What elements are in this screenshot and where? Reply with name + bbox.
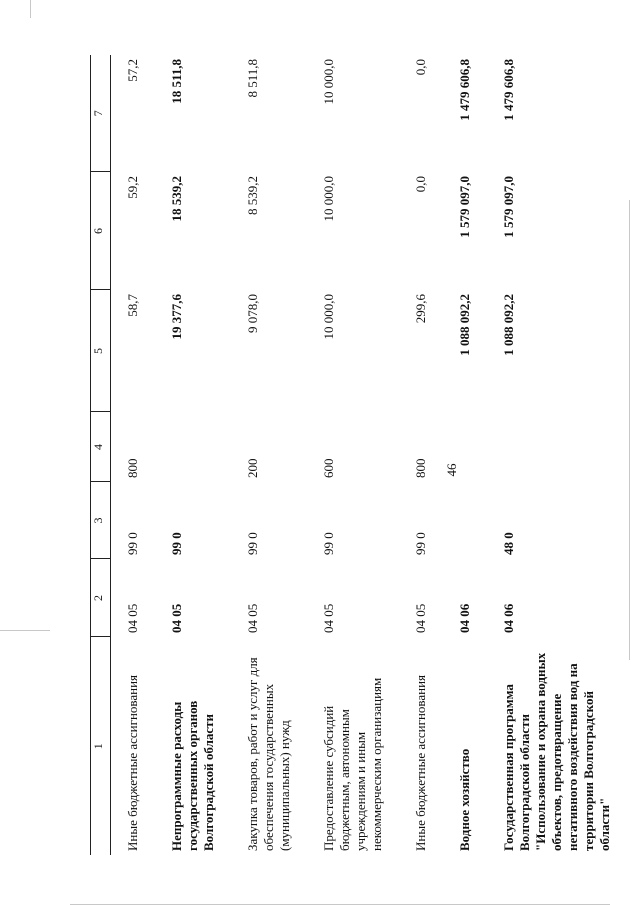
amount-col5-cell: 1 088 092,2: [501, 294, 516, 356]
column-number: 2: [90, 559, 111, 637]
expense-type-cell: 800: [413, 458, 428, 478]
column-number: 7: [90, 55, 111, 172]
amount-col7-cell: 10 000,0: [321, 59, 336, 105]
section-code-cell: 04 05: [413, 603, 428, 633]
amount-col7-cell: 1 479 606,8: [457, 59, 472, 121]
table-row: [307, 55, 399, 855]
scan-edge-line-right: [629, 200, 630, 660]
row-name-cell: Закупка товаров, работ и услуг для обеспечения государственных (муниципальных) нужд: [245, 657, 292, 851]
program-code-cell: [443, 482, 487, 559]
program-code-cell: 99 0: [413, 532, 428, 555]
table-row: [487, 55, 627, 855]
amount-col5-cell: 1 088 092,2: [457, 294, 472, 356]
table-body: [111, 55, 628, 855]
column-number: 6: [90, 172, 111, 290]
amount-col7-cell: 18 511,8: [169, 59, 184, 104]
amount-col6-cell: 10 000,0: [321, 176, 336, 222]
amount-col7-cell: 1 479 606,8: [501, 59, 516, 121]
column-number-row: [90, 55, 111, 855]
column-number: 3: [90, 482, 111, 559]
section-code-cell: 04 05: [169, 603, 184, 633]
expense-type-cell: 600: [321, 458, 336, 478]
amount-col5-cell: 299,6: [413, 294, 428, 324]
table-row: [231, 55, 307, 855]
table-row: [443, 55, 487, 855]
amount-col6-cell: 1 579 097,0: [457, 176, 472, 238]
table-row: [399, 55, 443, 855]
section-code-cell: 04 05: [125, 603, 140, 633]
amount-col6-cell: 18 539,2: [169, 176, 184, 222]
amount-col6-cell: 0,0: [413, 176, 428, 193]
amount-col5-cell: 58,7: [125, 294, 140, 317]
expense-type-cell: [487, 412, 627, 482]
amount-col6-cell: 1 579 097,0: [501, 176, 516, 238]
row-name-cell: Водное хозяйство: [457, 748, 472, 851]
row-name-cell: Иные бюджетные ассигнования: [125, 674, 140, 851]
expense-type-cell: [155, 412, 231, 482]
expense-type-cell: [443, 412, 487, 482]
program-code-cell: 99 0: [169, 532, 184, 555]
budget-table: [90, 55, 627, 855]
amount-col7-cell: 57,2: [125, 59, 140, 82]
table-row: [111, 55, 156, 855]
amount-col7-cell: 8 511,8: [245, 59, 260, 98]
column-number: 4: [90, 412, 111, 482]
program-code-cell: 99 0: [321, 532, 336, 555]
scan-edge-line-top: [30, 0, 31, 18]
column-number: 1: [90, 637, 111, 855]
row-name-cell: Иные бюджетные ассигнования: [413, 674, 428, 851]
row-name-cell: Предоставление субсидий бюджетным, автономным учреждениям и иным некоммерческим организациям: [321, 677, 384, 851]
program-code-cell: 99 0: [125, 532, 140, 555]
table-row: [155, 55, 231, 855]
amount-col5-cell: 9 078,0: [245, 294, 260, 333]
page-number: 46: [444, 463, 459, 477]
section-code-cell: 04 06: [501, 603, 516, 633]
expense-type-cell: 200: [245, 458, 260, 478]
amount-col6-cell: 59,2: [125, 176, 140, 199]
expense-type-cell: 800: [125, 458, 140, 478]
table-top-rule: [90, 55, 91, 855]
scan-edge-line-left: [0, 630, 50, 631]
row-name-cell: Непрограммные расходы государственных органов Волгоградской области: [169, 700, 216, 851]
section-code-cell: 04 06: [457, 603, 472, 633]
row-name-cell: Государственная программа Волгоградской области "Использование и охрана водных объектов, предотвращение негативного воздействия вод на территории Волгоградской области": [501, 652, 612, 851]
section-code-cell: 04 05: [245, 603, 260, 633]
rotated-table-frame: [90, 55, 612, 855]
amount-col6-cell: 8 539,2: [245, 176, 260, 215]
amount-col7-cell: 0,0: [413, 59, 428, 76]
column-number: 5: [90, 290, 111, 412]
program-code-cell: 99 0: [245, 532, 260, 555]
section-code-cell: 04 05: [321, 603, 336, 633]
amount-col5-cell: 19 377,6: [169, 294, 184, 340]
amount-col5-cell: 10 000,0: [321, 294, 336, 340]
program-code-cell: 48 0: [501, 532, 516, 555]
